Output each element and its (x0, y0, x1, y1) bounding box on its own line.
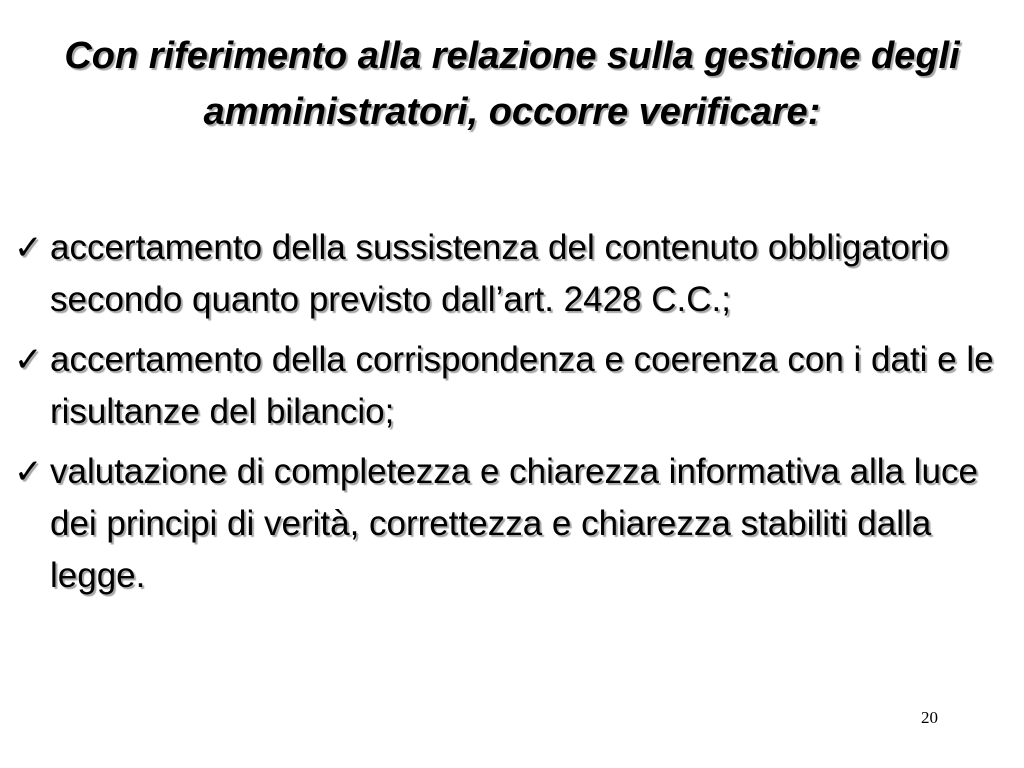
bullet-text: accertamento della sussistenza del contenuto obbligatorio secondo quanto previsto dall’art. 2428 C.C.; (50, 228, 949, 319)
checkmark-icon: ✓ (14, 341, 43, 379)
bullet-text: accertamento della corrispondenza e coerenza con i dati e le risultanze del bilancio; (50, 340, 994, 431)
page-number: 20 (921, 708, 938, 727)
bullet-list (14, 222, 1004, 610)
bullet-item (14, 446, 1004, 602)
bullet-text: valutazione di completezza e chiarezza informativa alla luce dei principi di verità, correttezza e chiarezza stabiliti dalla legge. (50, 452, 978, 595)
bullet-item (14, 222, 1004, 326)
slide-title: Con riferimento alla relazione sulla gestione degli amministratori, occorre verificare: (64, 35, 960, 133)
checkmark-icon: ✓ (14, 453, 43, 491)
bullet-item (14, 334, 1004, 438)
checkmark-icon: ✓ (14, 229, 43, 267)
